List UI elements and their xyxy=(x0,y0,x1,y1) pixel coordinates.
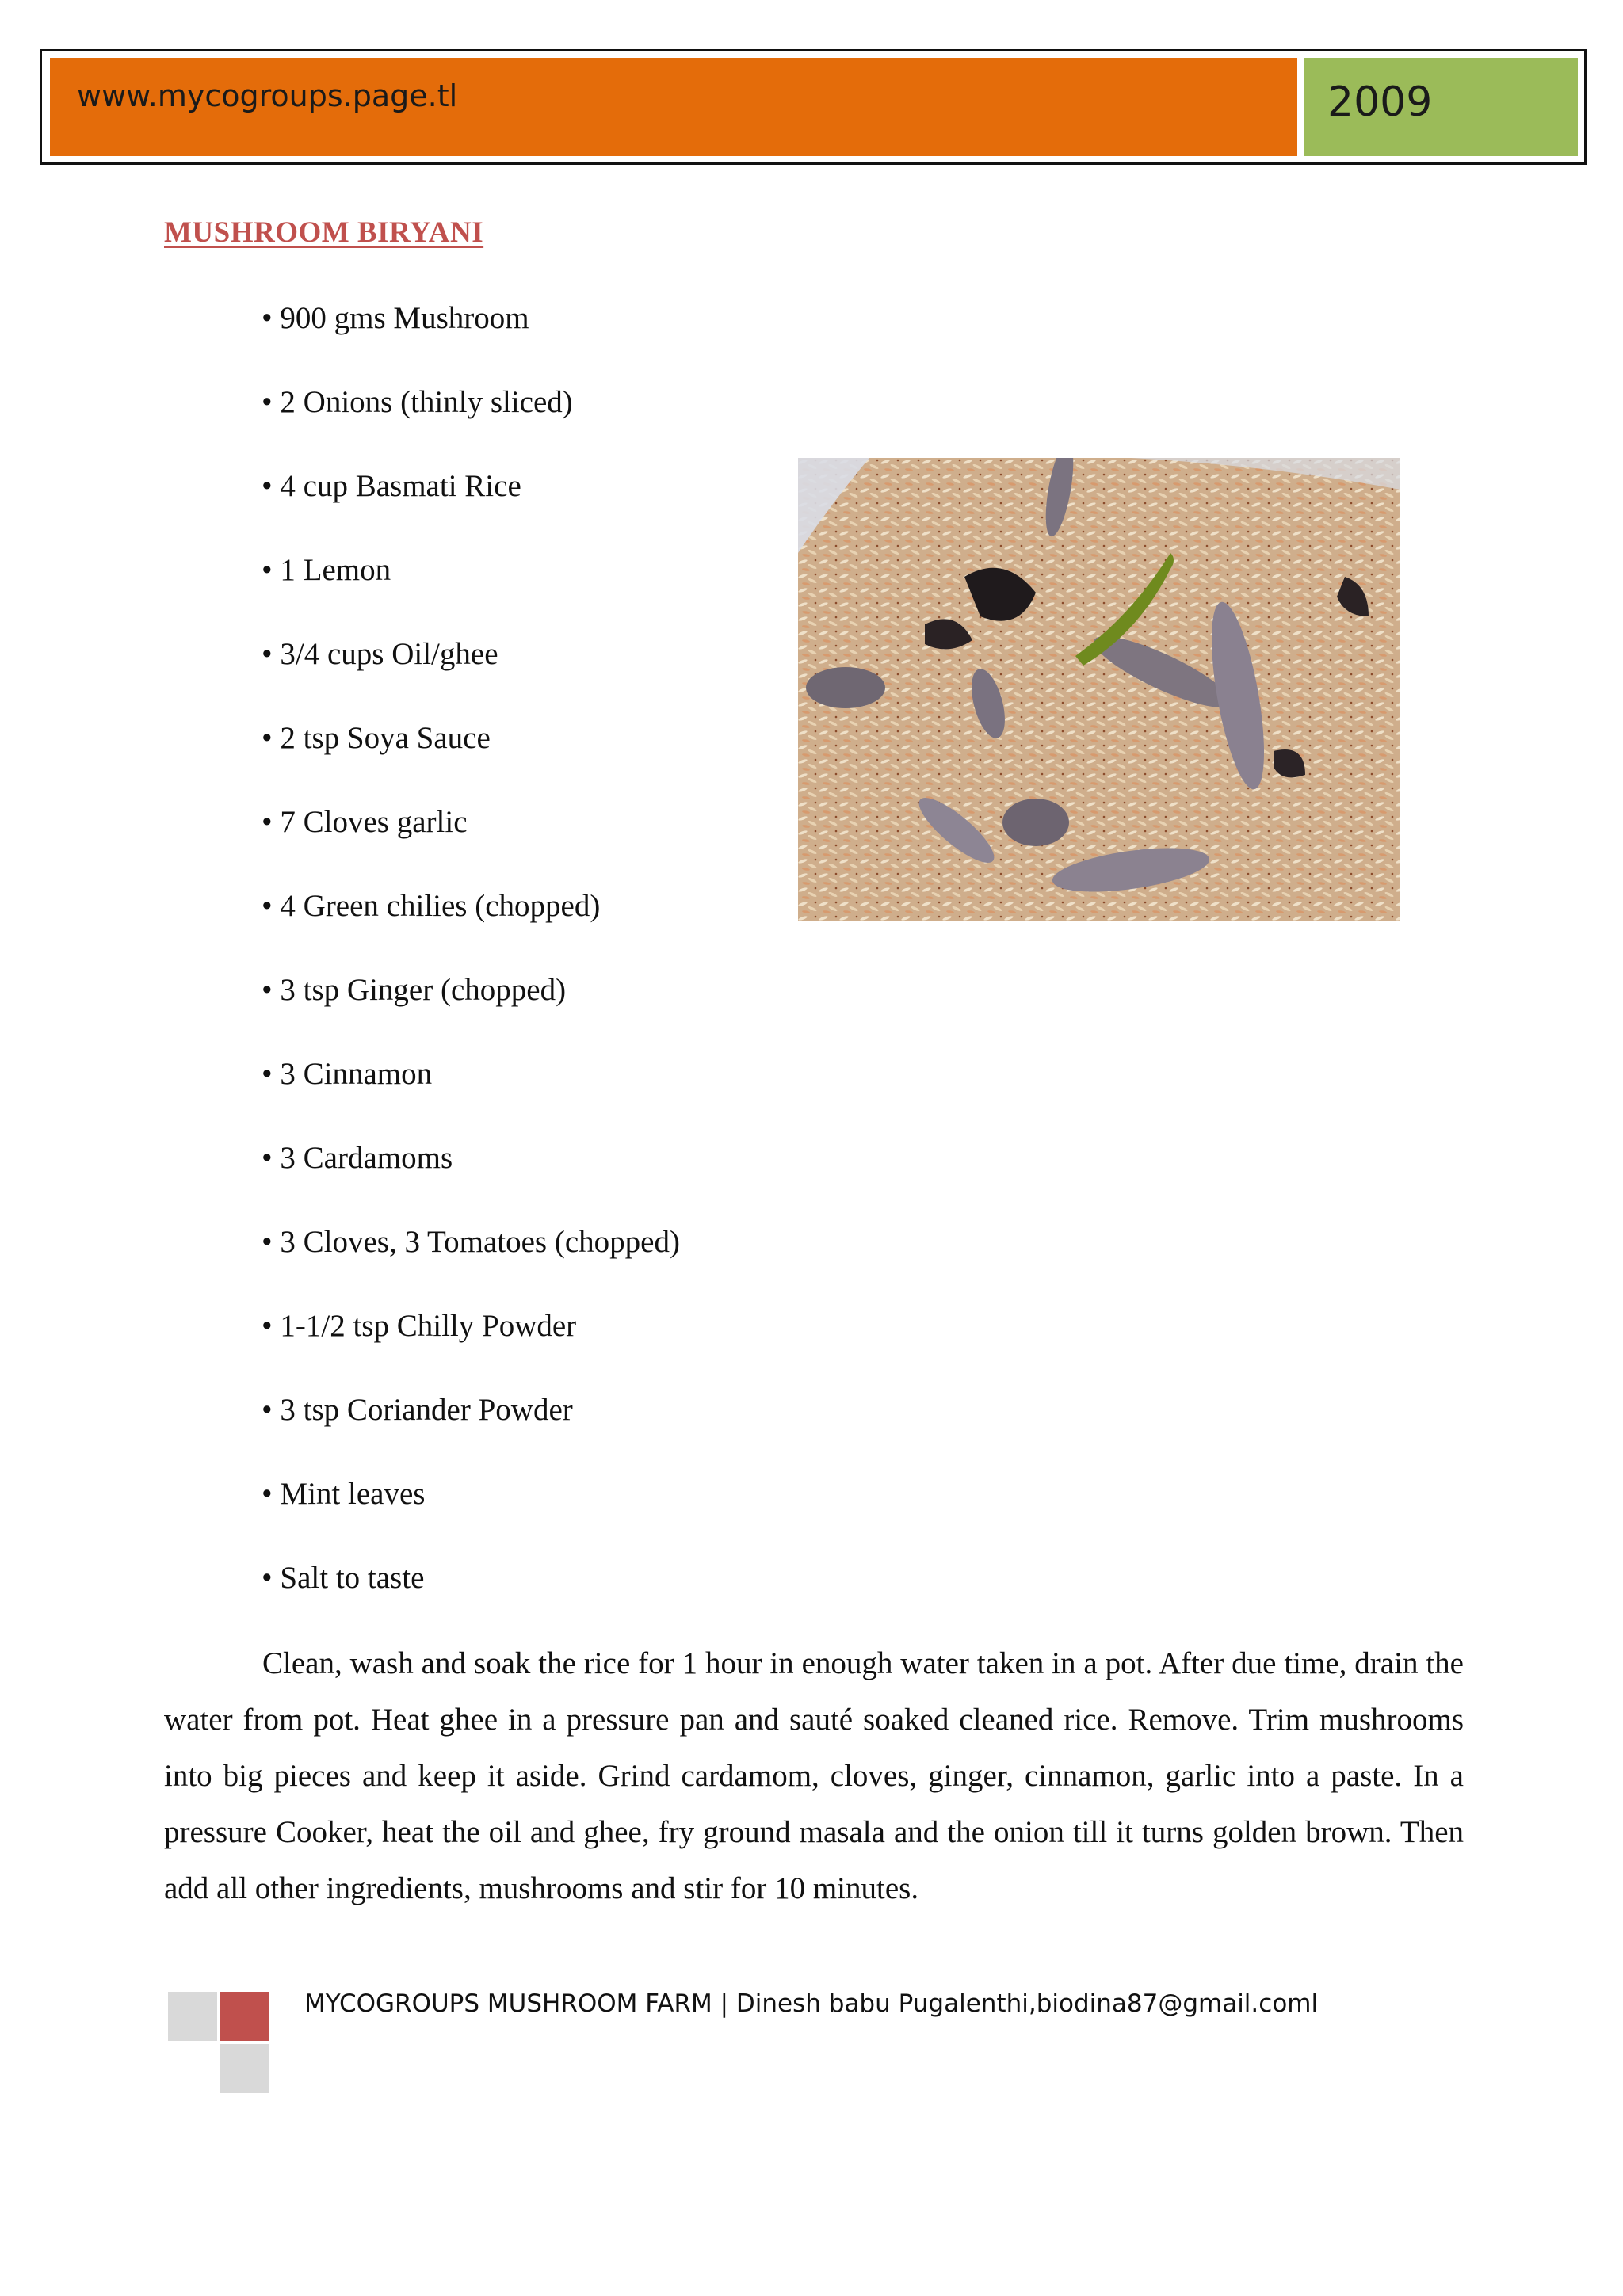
ingredient-item: • 3 tsp Ginger (chopped) xyxy=(262,973,567,1007)
footer-square-gray xyxy=(168,1992,217,2041)
ingredient-item: • 7 Cloves garlic xyxy=(262,805,468,839)
website-url: www.mycogroups.page.tl xyxy=(77,78,458,113)
footer-square-gray xyxy=(220,2044,269,2093)
ingredient-item: • 1 Lemon xyxy=(262,553,391,587)
ingredient-item: • 4 Green chilies (chopped) xyxy=(262,889,601,923)
recipe-instructions: Clean, wash and soak the rice for 1 hour in enough water taken in a pot. After due time, drain the water from pot. Heat ghee in a pressure pan and sauté soaked cleaned rice. Remove. Trim mushrooms into big pieces and keep it aside. Grind cardamom, cloves, ginger, cinnamon, garlic into a paste. In a pressure Cooker, heat the oil and ghee, fry ground masala and the onion till it turns golden brown. Then add all other ingredients, mushrooms and stir for 10 minutes. xyxy=(164,1646,1464,1905)
ingredient-item: • 2 tsp Soya Sauce xyxy=(262,721,491,755)
footer-text: MYCOGROUPS MUSHROOM FARM | Dinesh babu Pugalenthi,biodina87@gmail.coml xyxy=(304,1989,1319,2018)
ingredient-item: • 3 Cardamoms xyxy=(262,1141,453,1175)
ingredient-item: • 3 Cinnamon xyxy=(262,1057,433,1091)
ingredient-item: • 1-1/2 tsp Chilly Powder xyxy=(262,1309,577,1343)
ingredient-list xyxy=(262,298,680,1642)
ingredient-item: • 3/4 cups Oil/ghee xyxy=(262,637,498,671)
footer-square-red xyxy=(220,1992,269,2041)
ingredient-item: • 3 tsp Coriander Powder xyxy=(262,1393,573,1427)
recipe-title: MUSHROOM BIRYANI xyxy=(164,216,484,249)
header-url-bar xyxy=(50,58,1297,156)
page-header xyxy=(40,49,1587,165)
ingredient-item: • Mint leaves xyxy=(262,1477,426,1511)
ingredient-item: • 2 Onions (thinly sliced) xyxy=(262,385,573,419)
ingredient-item: • 3 Cloves, 3 Tomatoes (chopped) xyxy=(262,1225,680,1259)
ingredient-item: • 900 gms Mushroom xyxy=(262,301,529,335)
ingredient-item: • 4 cup Basmati Rice xyxy=(262,469,521,503)
header-year: 2009 xyxy=(1327,78,1433,126)
ingredient-item: • Salt to taste xyxy=(262,1561,425,1595)
header-year-box xyxy=(1304,58,1578,156)
biryani-photo xyxy=(798,458,1400,921)
